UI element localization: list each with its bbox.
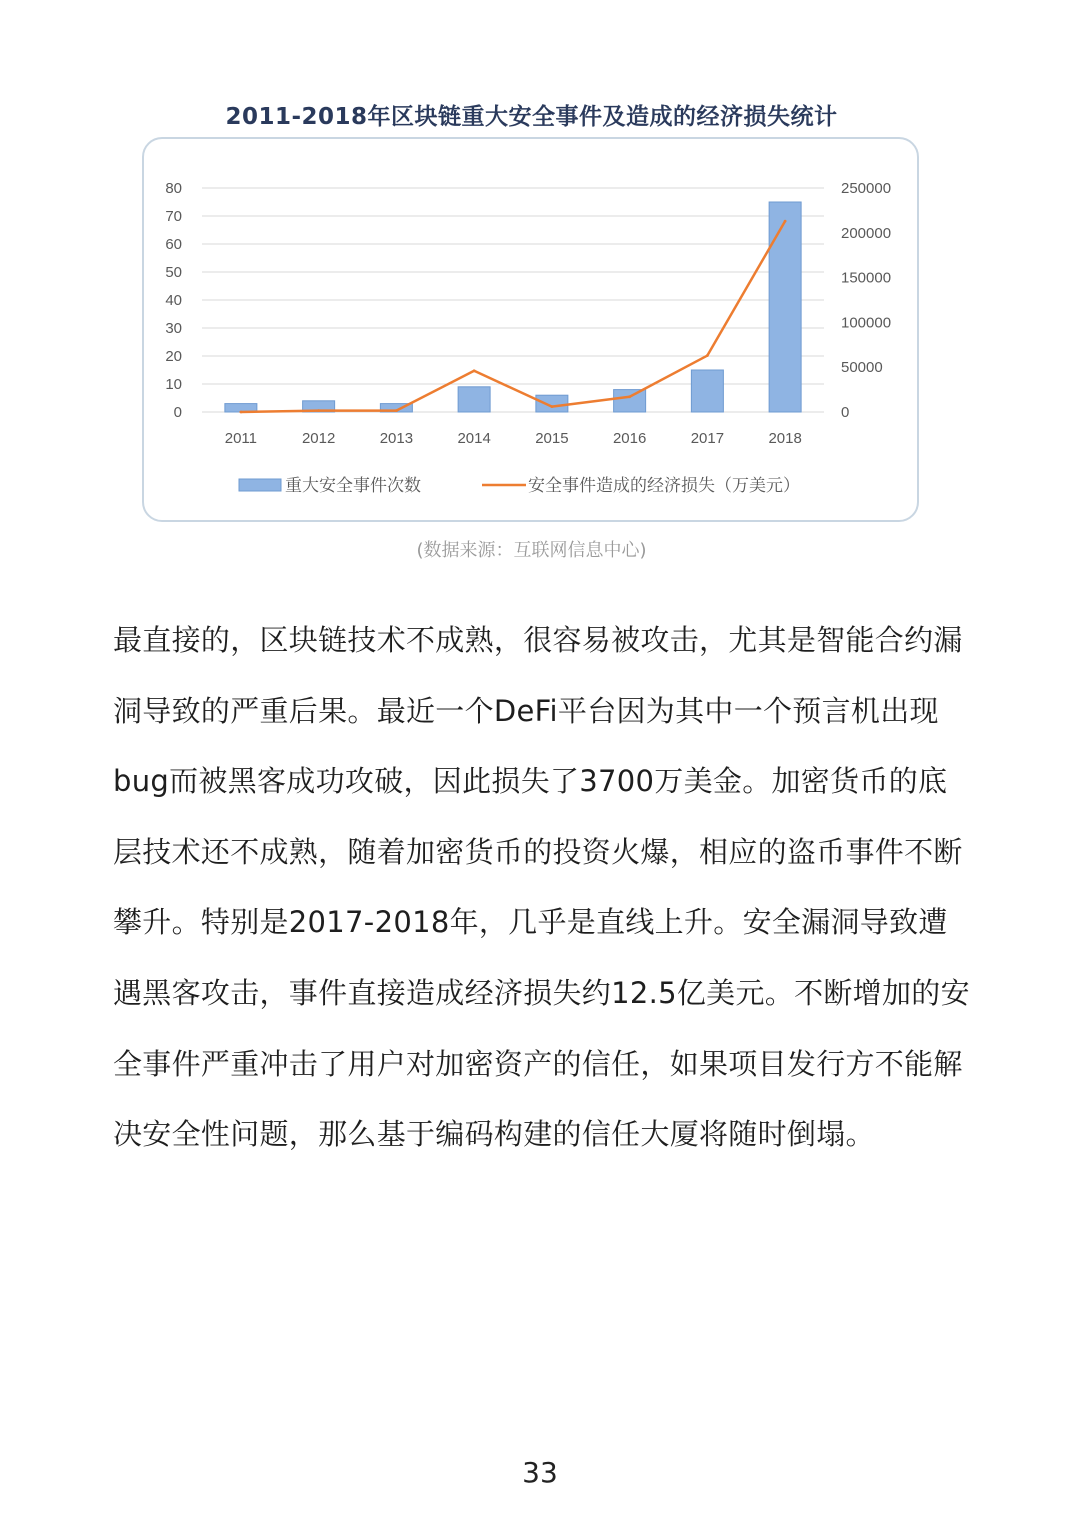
bar bbox=[769, 202, 801, 412]
line-point bbox=[239, 411, 242, 414]
legend-line-label: 安全事件造成的经济损失（万美元） bbox=[528, 476, 800, 495]
legend-bar-swatch bbox=[239, 479, 281, 491]
y-left-tick-label: 30 bbox=[165, 320, 182, 337]
chart-frame bbox=[142, 137, 919, 522]
line-point bbox=[628, 395, 631, 398]
bar bbox=[458, 387, 490, 412]
y-right-tick-label: 0 bbox=[841, 404, 850, 421]
y-left-tick-label: 10 bbox=[165, 376, 182, 393]
y-left-tick-label: 50 bbox=[165, 264, 182, 281]
bar bbox=[614, 390, 646, 412]
x-tick-label: 2015 bbox=[535, 430, 569, 447]
x-tick-label: 2017 bbox=[690, 430, 725, 447]
line-point bbox=[317, 409, 320, 412]
bar bbox=[536, 395, 568, 412]
legend-bar-label: 重大安全事件次数 bbox=[285, 476, 421, 495]
y-right-tick-label: 250000 bbox=[841, 180, 892, 197]
x-tick-label: 2011 bbox=[224, 430, 258, 447]
x-tick-label: 2014 bbox=[457, 430, 491, 447]
line-point bbox=[784, 220, 787, 223]
data-source-note: (数据来源：互联网信息中心) bbox=[416, 540, 647, 561]
y-left-tick-label: 70 bbox=[165, 208, 182, 225]
body-paragraph: 最直接的，区块链技术不成熟，很容易被攻击，尤其是智能合约漏洞导致的严重后果。最近一个DeFi平台因为其中一个预言机出现bug而被黑客成功攻破，因此损失了3700万美金。加密货币的底层技术还不成熟，随着加密货币的投资火爆，相应的盗币事件不断攀升。特别是2017-2018年，几乎是直线上升。安全漏洞导致遭遇黑客攻击，事件直接造成经济损失约12.5亿美元。不断增加的安全事件严重冲击了用户对加密资产的信任，如果项目发行方不能解决安全性问题，那么基于编码构建的信任大厦将随时倒塌。 bbox=[113, 623, 970, 1152]
line-point bbox=[706, 354, 709, 357]
line-point bbox=[395, 409, 398, 412]
y-left-tick-label: 40 bbox=[165, 292, 182, 309]
chart-title: 2011-2018年区块链重大安全事件及造成的经济损失统计 bbox=[225, 104, 838, 130]
y-left-tick-label: 0 bbox=[173, 404, 182, 421]
x-tick-label: 2012 bbox=[301, 430, 336, 447]
x-tick-label: 2013 bbox=[379, 430, 414, 447]
page-number: 33 bbox=[522, 1456, 558, 1489]
line-point bbox=[473, 369, 476, 372]
chart-plot bbox=[144, 139, 921, 524]
y-left-tick-label: 20 bbox=[165, 348, 182, 365]
x-tick-label: 2018 bbox=[768, 430, 802, 447]
y-right-tick-label: 50000 bbox=[841, 359, 883, 377]
y-right-tick-label: 150000 bbox=[841, 269, 892, 287]
y-right-tick-label: 200000 bbox=[841, 224, 892, 242]
y-right-tick-label: 100000 bbox=[841, 314, 892, 332]
x-tick-label: 2016 bbox=[612, 430, 647, 447]
bar bbox=[691, 370, 723, 412]
y-left-tick-label: 80 bbox=[165, 180, 182, 197]
y-left-tick-label: 60 bbox=[165, 236, 182, 253]
line-point bbox=[550, 405, 553, 408]
